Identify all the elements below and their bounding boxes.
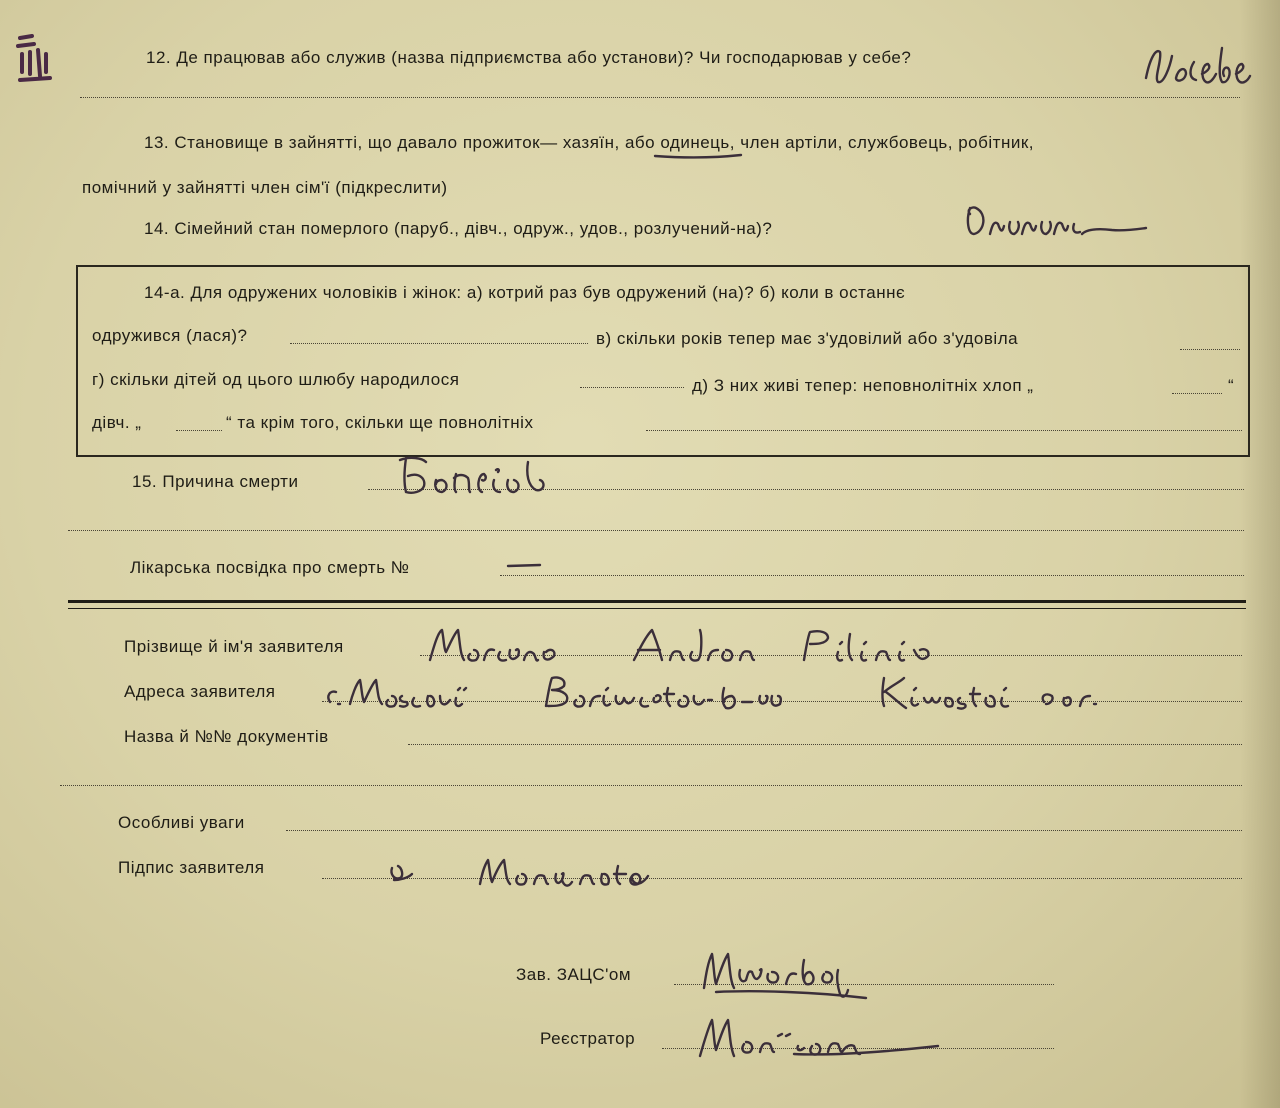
head-of-zags-signature bbox=[696, 940, 876, 1000]
question-15-extra-dotted-line bbox=[68, 530, 1244, 531]
section-separator-thick bbox=[68, 600, 1246, 603]
question-15-answer bbox=[396, 452, 566, 502]
documents-dotted-line bbox=[408, 744, 1242, 745]
remarks-dotted-line bbox=[286, 830, 1242, 831]
question-14-answer bbox=[962, 200, 1152, 250]
question-14a-label-line4b: “ та крім того, скільки ще повнолітніх bbox=[226, 413, 534, 432]
question-14a-label-line4a: дівч. „ bbox=[92, 413, 142, 432]
question-14a-dotted-line2b bbox=[1180, 349, 1240, 350]
question-13-label-line2: помічний у зайнятті член сім'ї (підкреслити) bbox=[82, 178, 448, 197]
registrar-signature bbox=[694, 1006, 944, 1066]
applicant-signature-label: Підпис заявителя bbox=[118, 858, 265, 877]
applicant-address-label: Адреса заявителя bbox=[124, 682, 276, 701]
question-12-answer bbox=[1142, 38, 1252, 98]
documents-extra-dotted-line bbox=[60, 785, 1242, 786]
documents-label: Назва й №№ документів bbox=[124, 727, 329, 746]
question-14-label: 14. Сімейний стан померлого (паруб., дівч., одруж., удов., розлучений-на)? bbox=[144, 219, 773, 238]
question-14a-dotted-line2a bbox=[290, 343, 588, 344]
question-14a-label-line2b: в) скільки років тепер має з'удовілий або з'удовіла bbox=[596, 329, 1019, 348]
question-14a-dotted-line4b bbox=[646, 430, 1242, 431]
corner-stamp-mark bbox=[14, 32, 64, 92]
question-14a-dotted-line3a bbox=[580, 387, 684, 388]
question-14a-label-line3b: д) З них живі тепер: неповнолітніх хлоп „ bbox=[692, 376, 1034, 395]
head-of-zags-label: Зав. ЗАЦС'ом bbox=[516, 965, 632, 984]
medical-certificate-dotted-line bbox=[500, 575, 1244, 576]
section-separator-thin bbox=[68, 608, 1246, 609]
question-14a-label-line2a: одружився (лася)? bbox=[92, 326, 248, 345]
applicant-name-value bbox=[424, 622, 974, 672]
question-15-label: 15. Причина смерти bbox=[132, 472, 299, 491]
applicant-name-label: Прізвище й ім'я заявителя bbox=[124, 637, 344, 656]
question-12-label: 12. Де працював або служив (назва підприємства або установи)? Чи господарював у себе? bbox=[146, 48, 912, 67]
page-edge-shadow bbox=[1240, 0, 1280, 1108]
question-14a-dotted-line3b bbox=[1172, 393, 1222, 394]
question-13-label-line1: 13. Становище в зайнятті, що давало прожиток— хазяїн, або одинець, член артіли, службовець, робітник, bbox=[144, 133, 1034, 152]
applicant-signature-value bbox=[386, 846, 726, 896]
question-14a-dotted-line4a bbox=[176, 430, 222, 431]
question-13-underline-mark bbox=[653, 150, 743, 162]
question-12-dotted-line bbox=[80, 97, 1240, 98]
applicant-address-value bbox=[324, 668, 1144, 718]
question-14a-label-line3c: “ bbox=[1228, 376, 1235, 395]
registrar-label: Реєстратор bbox=[540, 1029, 636, 1048]
question-14a-label-line1: 14-а. Для одружених чоловіків і жінок: а) котрий раз був одружений (на)? б) коли в останнє bbox=[144, 283, 906, 302]
question-14a-label-line3a: г) скільки дітей од цього шлюбу народилося bbox=[92, 370, 460, 389]
medical-certificate-label: Лікарська посвідка про смерть № bbox=[130, 558, 410, 577]
medical-certificate-answer bbox=[506, 560, 546, 572]
remarks-label: Особливі уваги bbox=[118, 813, 245, 832]
